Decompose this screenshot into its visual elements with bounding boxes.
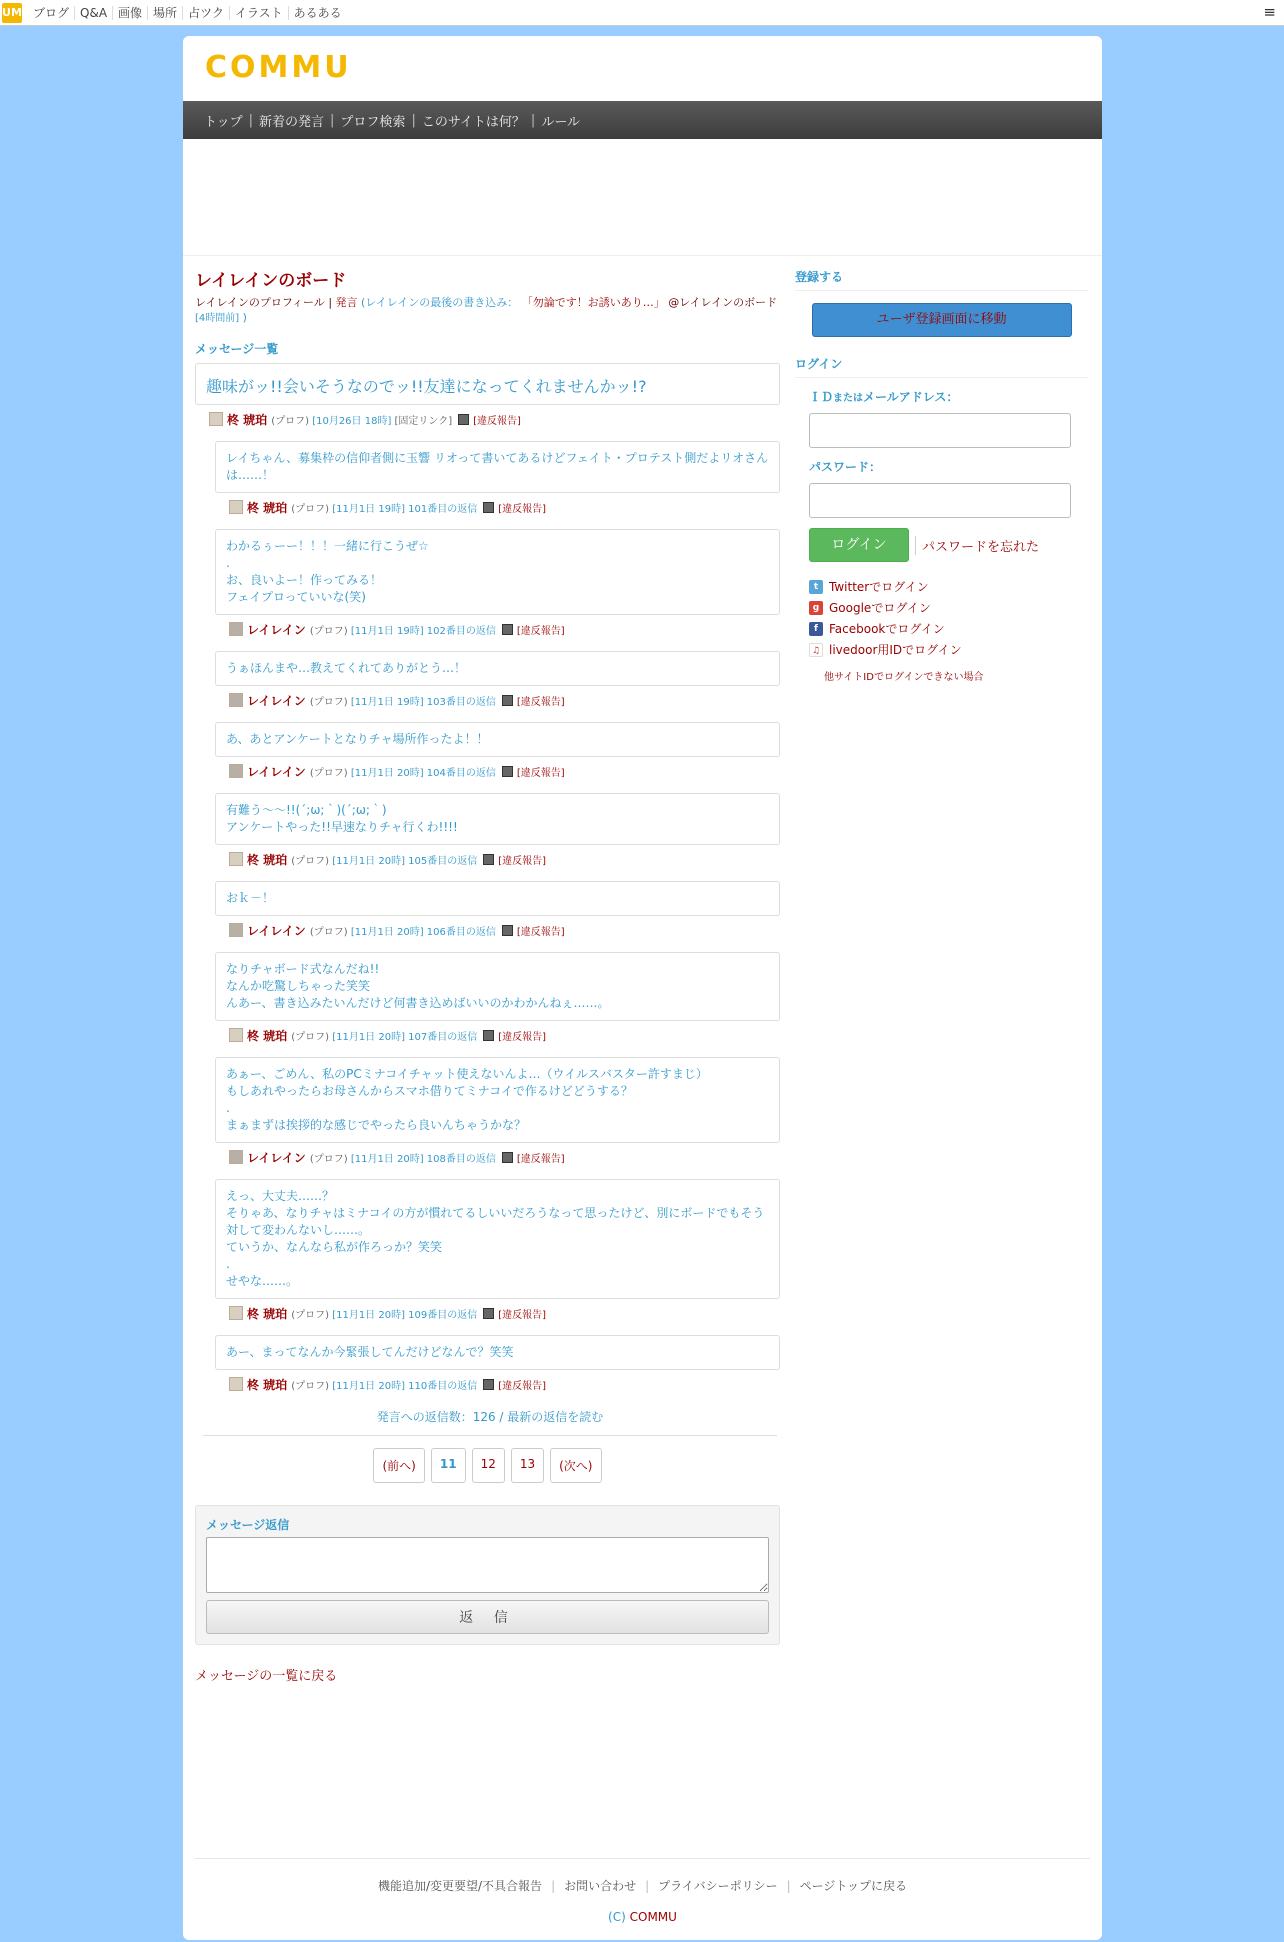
- reply-meta: [229, 761, 780, 781]
- footer-links: 機能追加/変更要望/不具合報告 | お問い合わせ | プライバシーポリシー | ページトップに戻る: [195, 1877, 1090, 1894]
- top-nav-image[interactable]: 画像: [113, 6, 148, 20]
- sidebar: [795, 268, 1088, 683]
- topic-meta: 柊 琥珀 (プロフ) [10月26日 18時] [固定リンク] [違反報告]: [209, 409, 780, 429]
- avatar[interactable]: [229, 1150, 243, 1164]
- report-icon: [483, 1379, 494, 1390]
- user-name[interactable]: レイレイン: [247, 923, 306, 938]
- footer-link-contact[interactable]: お問い合わせ: [564, 1879, 637, 1893]
- top-nav-uranai[interactable]: 占ツク: [183, 6, 230, 20]
- report-link[interactable]: [違反報告]: [516, 696, 565, 708]
- reply-permalink[interactable]: [11月1日 20時] 109番目の返信: [332, 1309, 478, 1321]
- user-name[interactable]: 柊 琥珀: [247, 1028, 288, 1043]
- post-link[interactable]: 発言: [335, 296, 358, 309]
- profile-link[interactable]: (プロフ): [291, 855, 329, 867]
- reply-item: [215, 722, 780, 781]
- reply-text: わかるぅーー！！！一緒に行こうぜ☆ . お、良いよー！作ってみる！ フェイプロっていいな(笑): [215, 529, 780, 615]
- twitter-login-link[interactable]: t Twitterでログイン: [809, 576, 1088, 597]
- pager-next[interactable]: (次へ): [550, 1448, 601, 1483]
- report-icon: [483, 1030, 494, 1041]
- report-link[interactable]: [違反報告]: [473, 415, 521, 427]
- report-icon: [458, 414, 469, 425]
- facebook-login-link[interactable]: f Facebookでログイン: [809, 618, 1088, 639]
- id-input[interactable]: [809, 413, 1071, 448]
- gnav-new-posts[interactable]: 新着の発言: [259, 114, 325, 130]
- top-nav-aruaru[interactable]: あるある: [293, 6, 342, 20]
- livedoor-login-link[interactable]: ♫ livedoor用IDでログイン: [809, 639, 1088, 660]
- user-name[interactable]: レイレイン: [247, 622, 306, 637]
- report-icon: [502, 1152, 513, 1163]
- avatar[interactable]: [229, 1377, 243, 1391]
- profile-link[interactable]: (プロフ): [291, 503, 329, 515]
- messages-section-title: メッセージ一覧: [195, 342, 279, 356]
- reply-item: [215, 651, 780, 710]
- reply-text: あー、まってなんか今緊張してんだけどなんで？笑笑: [215, 1335, 780, 1370]
- reply-text: レイちゃん、募集枠の信仰者側に玉響 リオって書いてあるけどフェイト・プロテスト側だよリオさんは……！: [215, 441, 780, 493]
- reply-text: なりチャボード式なんだね!! なんか吃驚しちゃった笑笑 んあー、書き込みたいんだけど何書き込めばいいのかわかんねぇ……。: [215, 952, 780, 1021]
- pagination: [195, 1448, 780, 1483]
- id-label: ＩＤまたはメールアドレス：: [809, 390, 959, 404]
- reply-permalink[interactable]: [11月1日 20時] 110番目の返信: [332, 1380, 478, 1392]
- report-link[interactable]: [違反報告]: [516, 926, 565, 938]
- reply-meta: [229, 1374, 780, 1394]
- ad-space: [183, 139, 1102, 256]
- reply-meta: [229, 1025, 780, 1045]
- pager-prev[interactable]: (前へ): [373, 1448, 424, 1483]
- report-icon: [483, 854, 494, 865]
- report-link[interactable]: [違反報告]: [516, 625, 565, 637]
- avatar[interactable]: [229, 852, 243, 866]
- board-meta: レイレインのプロフィール | 発言 (レイレインの最後の書き込み： 「勿論です！お誘いあり…」 @レイレインのボード [4時間前] ): [195, 296, 778, 324]
- forgot-password-link[interactable]: パスワードを忘れた: [915, 536, 1039, 555]
- reply-textarea[interactable]: [206, 1537, 769, 1593]
- latest-post-link[interactable]: 「勿論です！お誘いあり…」: [521, 296, 665, 309]
- reply-item: [215, 1335, 780, 1394]
- report-icon: [502, 925, 513, 936]
- reply-list: [195, 441, 780, 1394]
- um-logo[interactable]: UM: [2, 3, 22, 23]
- copyright: (C) COMMU: [608, 1910, 677, 1924]
- reply-item: [215, 881, 780, 940]
- register-button[interactable]: ユーザ登録画面に移動: [812, 303, 1072, 337]
- reply-text: あぁー、ごめん、私のPCミナコイチャット使えないんよ…（ウイルスバスター許すまじ） もしあれやったらお母さんからスマホ借りてミナコイで作るけどどうする？ . まぁまずは挨拶的な感じでやったら良いんちゃうかな？: [215, 1057, 780, 1143]
- avatar[interactable]: [229, 622, 243, 636]
- reply-meta: [229, 1147, 780, 1167]
- page-container: [183, 36, 1102, 1940]
- profile-link[interactable]: (プロフ): [309, 625, 348, 637]
- profile-link[interactable]: (プロフ): [291, 1031, 329, 1043]
- top-nav: [28, 4, 347, 21]
- reply-submit-button[interactable]: 返 信: [206, 1600, 769, 1634]
- cant-login-link[interactable]: 他サイトIDでログインできない場合: [824, 672, 984, 683]
- footer-link-feedback[interactable]: 機能追加/変更要望/不具合報告: [377, 1879, 543, 1893]
- reply-count-link[interactable]: 発言への返信数：126 / 最新の返信を読む: [203, 1408, 777, 1436]
- reply-form: [195, 1505, 780, 1645]
- user-name[interactable]: 柊 琥珀: [247, 500, 288, 515]
- reply-meta: [229, 1303, 780, 1323]
- profile-link[interactable]: レイレインのプロフィール: [195, 296, 325, 309]
- livedoor-icon: ♫: [809, 643, 823, 657]
- user-name[interactable]: レイレイン: [247, 764, 306, 779]
- reply-meta: [229, 497, 780, 517]
- pager-page-12[interactable]: 12: [472, 1448, 505, 1483]
- reply-permalink[interactable]: [11月1日 19時] 101番目の返信: [332, 503, 478, 515]
- reply-item: [215, 1179, 780, 1323]
- sns-login-list: [809, 576, 1088, 660]
- avatar[interactable]: [209, 412, 223, 426]
- reply-permalink[interactable]: [11月1日 19時] 103番目の返信: [350, 696, 496, 708]
- report-icon: [502, 624, 513, 635]
- user-name[interactable]: 柊 琥珀: [247, 1306, 288, 1321]
- hamburger-menu-icon[interactable]: ≡: [1263, 3, 1276, 21]
- gnav-rules[interactable]: ルール: [541, 114, 581, 130]
- reply-meta: [229, 920, 780, 940]
- password-input[interactable]: [809, 483, 1071, 518]
- reply-permalink[interactable]: [11月1日 20時] 108番目の返信: [350, 1153, 496, 1165]
- reply-item: [215, 529, 780, 639]
- reply-text: おｋ－！: [215, 881, 780, 916]
- reply-meta: [229, 690, 780, 710]
- reply-permalink[interactable]: [11月1日 19時] 102番目の返信: [350, 625, 496, 637]
- pager-page-13[interactable]: 13: [511, 1448, 544, 1483]
- footer-link-privacy[interactable]: プライバシーポリシー: [658, 1879, 778, 1893]
- report-link[interactable]: [違反報告]: [516, 767, 565, 779]
- login-button[interactable]: ログイン: [809, 528, 909, 562]
- back-to-list-link[interactable]: メッセージの一覧に戻る: [195, 1669, 338, 1684]
- global-nav: トップ | 新着の発言 | プロフ検索 | このサイトは何？ | ルール: [183, 101, 1102, 139]
- google-icon: g: [809, 601, 823, 615]
- top-nav-place[interactable]: 場所: [148, 6, 183, 20]
- avatar[interactable]: [229, 764, 243, 778]
- reply-item: [215, 1057, 780, 1167]
- profile-link[interactable]: (プロフ): [291, 1380, 329, 1392]
- top-bar: [0, 0, 1284, 26]
- avatar[interactable]: [229, 693, 243, 707]
- top-nav-blog[interactable]: ブログ: [28, 6, 75, 20]
- top-nav-illust[interactable]: イラスト: [230, 6, 289, 20]
- report-icon: [483, 1308, 494, 1319]
- reply-item: [215, 793, 780, 869]
- user-name[interactable]: 柊 琥珀: [247, 1377, 288, 1392]
- report-link[interactable]: [違反報告]: [498, 503, 547, 515]
- topic-message: 趣味がッ!!会いそうなのでッ!!友達になってくれませんかッ!?: [195, 363, 780, 405]
- avatar[interactable]: [229, 1306, 243, 1320]
- profile-link[interactable]: (プロフ): [309, 767, 348, 779]
- profile-link[interactable]: (プロフ): [309, 926, 348, 938]
- user-name[interactable]: 柊 琥珀: [247, 852, 288, 867]
- profile-link[interactable]: (プロフ): [309, 696, 348, 708]
- reply-permalink[interactable]: [11月1日 20時] 104番目の返信: [350, 767, 496, 779]
- report-link[interactable]: [違反報告]: [498, 1031, 547, 1043]
- reply-form-title: メッセージ返信: [206, 1518, 290, 1532]
- gnav-profile-search[interactable]: プロフ検索: [340, 114, 406, 130]
- main-column: [195, 266, 780, 1684]
- top-nav-qa[interactable]: Q&A: [75, 6, 113, 20]
- profile-link[interactable]: (プロフ): [309, 1153, 348, 1165]
- twitter-icon: t: [809, 580, 823, 594]
- report-link[interactable]: [違反報告]: [498, 1309, 547, 1321]
- reply-permalink[interactable]: [11月1日 20時] 106番目の返信: [350, 926, 496, 938]
- reply-permalink[interactable]: [11月1日 20時] 105番目の返信: [332, 855, 478, 867]
- reply-text: えっ、大丈夫……？ そりゃあ、なりチャはミナコイの方が慣れてるしいいだろうなって思ったけど、別にボードでもそう対して変わんないし……。 ていうか、なんなら私が作ろっか？笑笑 . せやな……。: [215, 1179, 780, 1299]
- footer-link-top[interactable]: ページトップに戻る: [799, 1879, 908, 1893]
- avatar[interactable]: [229, 923, 243, 937]
- reply-item: [215, 952, 780, 1045]
- avatar[interactable]: [229, 1028, 243, 1042]
- user-name[interactable]: レイレイン: [247, 1150, 306, 1165]
- report-link[interactable]: [違反報告]: [498, 855, 547, 867]
- profile-link[interactable]: (プロフ): [271, 415, 309, 427]
- gnav-about[interactable]: このサイトは何？: [421, 114, 525, 130]
- login-row: [809, 528, 1088, 562]
- profile-link[interactable]: (プロフ): [291, 1309, 329, 1321]
- reply-meta: [229, 619, 780, 639]
- facebook-icon: f: [809, 622, 823, 636]
- user-name[interactable]: レイレイン: [247, 693, 306, 708]
- report-link[interactable]: [違反報告]: [516, 1153, 565, 1165]
- reply-text: あ、あとアンケートとなりチャ場所作ったよ！！: [215, 722, 780, 757]
- reply-text: 有難う～～!!(´;ω;｀)(´;ω;｀) アンケートやった!!早速なりチャ行くわ!!!!: [215, 793, 780, 845]
- gnav-top[interactable]: トップ: [204, 114, 243, 130]
- reply-text: うぁほんまや…教えてくれてありがとう…！: [215, 651, 780, 686]
- footer: [195, 1858, 1090, 1924]
- report-link[interactable]: [違反報告]: [498, 1380, 547, 1392]
- report-icon: [483, 502, 494, 513]
- latest-board-link[interactable]: @レイレインのボード: [668, 296, 778, 309]
- site-header: [183, 36, 1102, 101]
- report-icon: [502, 766, 513, 777]
- password-label: パスワード：: [809, 460, 882, 474]
- commu-logo[interactable]: COMMU: [205, 50, 352, 85]
- report-icon: [502, 695, 513, 706]
- reply-permalink[interactable]: [11月1日 20時] 107番目の返信: [332, 1031, 478, 1043]
- reply-item: [215, 441, 780, 517]
- permalink[interactable]: [固定リンク]: [394, 415, 453, 427]
- avatar[interactable]: [229, 500, 243, 514]
- google-login-link[interactable]: g Googleでログイン: [809, 597, 1088, 618]
- page-title: レイレインのボード: [195, 271, 347, 291]
- login-title: ログイン: [795, 355, 1088, 378]
- user-name[interactable]: 柊 琥珀: [227, 412, 268, 427]
- copyright-link[interactable]: COMMU: [629, 1910, 677, 1924]
- pager-page-11[interactable]: 11: [431, 1448, 466, 1483]
- register-title: 登録する: [795, 268, 1088, 291]
- reply-meta: [229, 849, 780, 869]
